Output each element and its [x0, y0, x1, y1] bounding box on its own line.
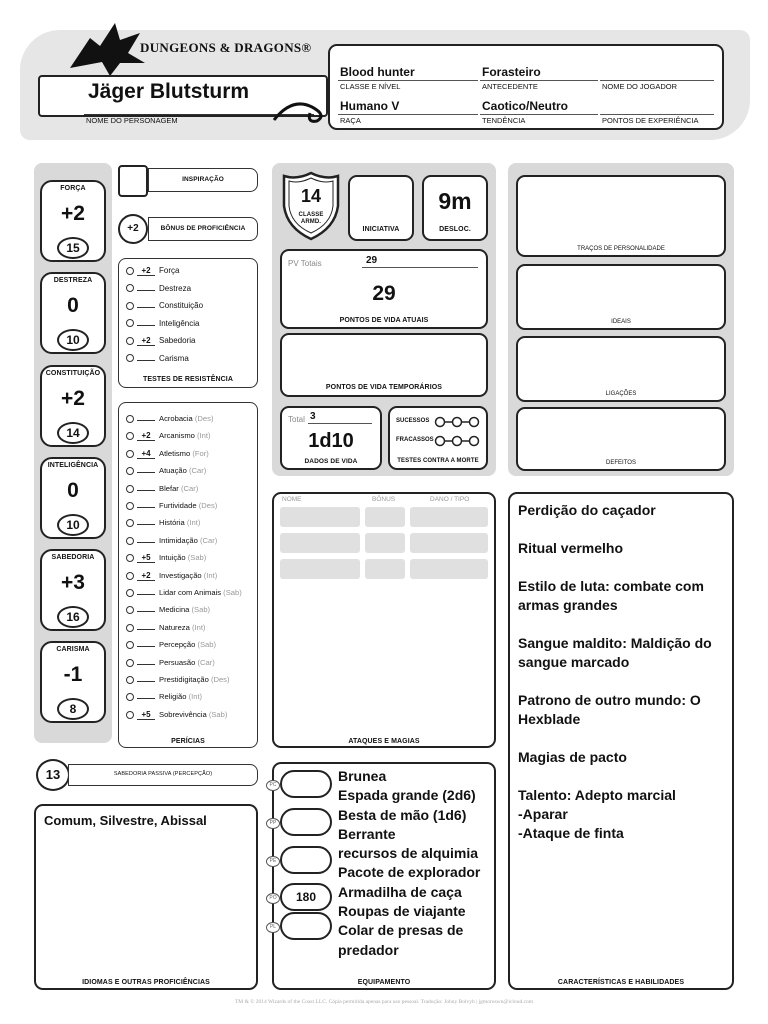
feature-item: Patrono de outro mundo: O Hexblade: [518, 692, 701, 727]
saving-throw-row[interactable]: [126, 319, 199, 328]
background-underline: [480, 80, 598, 81]
skill-value[interactable]: +2: [137, 431, 155, 441]
proficiency-bubble-icon[interactable]: [126, 319, 134, 327]
features-list: [518, 501, 728, 862]
header: [0, 0, 768, 150]
character-name-label: NOME DO PERSONAGEM: [86, 116, 178, 125]
skill-name: Percepção: [159, 640, 196, 650]
saving-throw-name: Destreza: [159, 283, 192, 293]
saving-throws-label: TESTES DE RESISTÊNCIA: [142, 376, 233, 383]
skill-attribute: (Sab): [197, 640, 217, 650]
saving-throw-row[interactable]: [126, 354, 189, 363]
hit-dice-total-value: 3: [310, 411, 316, 422]
personality-box-1[interactable]: [516, 175, 726, 257]
attack-2-damage[interactable]: [410, 533, 488, 553]
passive-wisdom-label: SABEDORIA PASSIVA (PERCEPÇÃO): [113, 771, 213, 777]
attacks-col-damage: DANO / TIPO: [430, 496, 470, 503]
hp-current-value: 29: [372, 282, 396, 305]
coin-value[interactable]: 180: [280, 883, 332, 911]
death-fail-icon: [434, 435, 480, 447]
skill-value[interactable]: [137, 646, 155, 647]
skill-name: Atletismo: [159, 448, 191, 458]
skill-attribute: (Car): [199, 535, 218, 545]
hp-max-label: PV Totais: [288, 259, 322, 268]
proficiency-bubble-icon[interactable]: [126, 624, 134, 632]
saving-throw-name: Sabedoria: [159, 336, 196, 345]
feature-item: Sangue maldito: Maldição do sangue marcado: [518, 635, 712, 670]
skill-value[interactable]: [137, 542, 155, 543]
hp-max-underline: [362, 267, 478, 268]
skill-name: História: [159, 518, 185, 528]
skill-row[interactable]: [126, 710, 227, 720]
proficiency-bubble-icon[interactable]: [126, 676, 134, 684]
saving-throws-list: [126, 266, 254, 366]
skill-value[interactable]: [137, 594, 155, 595]
attacks-box: [272, 492, 496, 748]
ability-modifier[interactable]: +3: [61, 571, 85, 594]
coin-label: PE: [266, 856, 280, 867]
proficiency-bubble-icon[interactable]: [126, 711, 134, 719]
saving-throw-value[interactable]: [137, 360, 155, 361]
skill-row[interactable]: [126, 449, 209, 459]
initiative-label: INICIATIVA: [362, 226, 400, 233]
class-level-underline: [338, 80, 478, 81]
ability-modifier[interactable]: 0: [67, 294, 79, 317]
skill-name: Blefar: [159, 483, 179, 493]
alignment-label: TENDÊNCIA: [482, 116, 526, 125]
equipment-label: EQUIPAMENTO: [357, 979, 411, 986]
skill-name: Lidar com Animais: [159, 588, 222, 597]
inspiration-box[interactable]: [118, 165, 148, 197]
skill-value[interactable]: [137, 629, 155, 630]
skill-attribute: (Car): [180, 483, 199, 493]
attacks-col-name: NOME: [282, 496, 302, 503]
attack-3-name[interactable]: [280, 559, 360, 579]
skill-attribute: (Sab): [191, 605, 211, 615]
coin-label: PC: [266, 780, 280, 791]
passive-wisdom-value[interactable]: 13: [36, 759, 70, 791]
ability-name: FORÇA: [60, 185, 86, 192]
skill-name: Arcanismo: [159, 431, 195, 441]
skill-name: Medicina: [159, 605, 190, 615]
logo-text: DUNGEONS & DRAGONS®: [140, 40, 312, 55]
proficiency-bubble-icon[interactable]: [126, 519, 134, 527]
proficiency-bubble-icon[interactable]: [126, 450, 134, 458]
saving-throw-value[interactable]: [137, 307, 155, 308]
skill-attribute: (Int): [197, 431, 211, 441]
skill-row[interactable]: [126, 605, 210, 614]
languages-text: Comum, Silvestre, Abissal: [44, 813, 207, 828]
ability-score[interactable]: 16: [57, 606, 89, 628]
skill-name: Sobrevivência: [159, 709, 207, 719]
race-label: RAÇA: [340, 116, 361, 125]
ability-modifier[interactable]: +2: [61, 202, 85, 225]
proficiency-bubble-icon[interactable]: [126, 606, 134, 614]
temp-hp-label: PONTOS DE VIDA TEMPORÁRIOS: [325, 384, 443, 391]
feature-item: Estilo de luta: combate com armas grandes: [518, 578, 704, 613]
feature-item: Perdição do caçador: [518, 502, 656, 518]
skill-name: Natureza: [159, 622, 190, 632]
saving-throw-row[interactable]: [126, 301, 203, 310]
skill-value[interactable]: [137, 681, 155, 682]
saving-throw-value[interactable]: +2: [137, 266, 155, 276]
skill-name: Investigação: [159, 570, 202, 580]
coin-label: PL: [266, 922, 280, 933]
attack-1-damage[interactable]: [410, 507, 488, 527]
ability-name: SABEDORIA: [51, 554, 95, 561]
speed-value: 9m: [438, 188, 472, 214]
skill-row[interactable]: [126, 466, 206, 475]
skills-label: PERÍCIAS: [171, 738, 205, 745]
ability-score[interactable]: 14: [57, 422, 89, 444]
ability-name: CARISMA: [56, 646, 90, 653]
proficiency-bubble-icon[interactable]: [126, 554, 134, 562]
equipment-item: Espada grande (2d6): [338, 787, 476, 804]
hp-current-label: PONTOS DE VIDA ATUAIS: [339, 317, 429, 324]
skill-name: Prestidigitação: [159, 675, 209, 684]
personality-label: TRAÇOS DE PERSONALIDADE: [577, 246, 665, 252]
death-success-bubbles[interactable]: [434, 415, 480, 433]
player-name-underline: [600, 80, 714, 81]
equipment-item: Roupas de viajante: [338, 903, 466, 920]
dragon-logo-icon: [60, 18, 150, 78]
inspiration-label: INSPIRAÇÃO: [182, 176, 224, 183]
class-level[interactable]: Blood hunter: [340, 65, 415, 79]
ability-modifier[interactable]: -1: [63, 663, 83, 686]
xp-underline: [600, 114, 714, 115]
skill-row[interactable]: [126, 414, 213, 423]
skill-row[interactable]: [126, 553, 206, 563]
death-fail-bubbles[interactable]: [434, 434, 480, 452]
skill-attribute: (For): [192, 448, 209, 458]
proficiency-bubble-icon[interactable]: [126, 537, 134, 545]
skill-row[interactable]: [126, 623, 205, 632]
saving-throw-name: Força: [159, 266, 180, 275]
skill-row[interactable]: [126, 588, 242, 597]
attack-1-name[interactable]: [280, 507, 360, 527]
skill-row[interactable]: [126, 692, 202, 701]
attack-3-damage[interactable]: [410, 559, 488, 579]
proficiency-bubble-icon[interactable]: [126, 641, 134, 649]
skill-attribute: (Sab): [208, 709, 228, 719]
skill-name: Intimidação: [159, 535, 198, 545]
ability-name: DESTREZA: [53, 277, 93, 284]
saving-throw-row[interactable]: [126, 336, 195, 346]
saving-throw-name: Inteligência: [159, 318, 200, 328]
background-label: ANTECEDENTE: [482, 82, 538, 91]
languages-box[interactable]: [34, 804, 258, 990]
skill-name: Intuição: [159, 553, 186, 563]
xp-label: PONTOS DE EXPERIÊNCIA: [602, 116, 699, 125]
features-label: CARACTERÍSTICAS E HABILIDADES: [557, 979, 685, 986]
background[interactable]: Forasteiro: [482, 65, 541, 79]
proficiency-bubble-icon[interactable]: [126, 572, 134, 580]
coin-value[interactable]: [280, 846, 332, 874]
equipment-item: Colar de presas de predador: [338, 922, 464, 958]
speed-label: DESLOC.: [439, 226, 471, 233]
hit-dice-total-label: Total: [288, 415, 305, 424]
skill-value[interactable]: +5: [137, 710, 155, 720]
proficiency-bubble-icon[interactable]: [126, 337, 134, 345]
skill-attribute: (Int): [191, 622, 206, 632]
skill-attribute: (Des): [198, 501, 218, 510]
skill-row[interactable]: [126, 536, 217, 545]
hp-max-value[interactable]: 29: [366, 255, 378, 266]
skill-attribute: (Car): [197, 657, 215, 667]
coin-value[interactable]: [280, 808, 332, 836]
ability-score[interactable]: 8: [57, 698, 89, 720]
equipment-item: recursos de alquimia: [338, 845, 479, 862]
death-success-icon: [434, 416, 480, 428]
equipment-item: Besta de mão (1d6): [338, 806, 467, 823]
skill-name: Acrobacia: [159, 414, 193, 423]
feature-item: Magias de pacto: [518, 749, 627, 765]
attacks-label: ATAQUES E MAGIAS: [348, 738, 420, 745]
saving-throw-row[interactable]: [126, 284, 191, 293]
personality-label: IDEAIS: [611, 319, 631, 325]
race-underline: [338, 114, 478, 115]
skill-row[interactable]: [126, 640, 216, 649]
proficiency-bubble-icon[interactable]: [126, 659, 134, 667]
skill-row[interactable]: [126, 571, 217, 581]
death-success-label: SUCESSOS: [396, 418, 430, 424]
skill-attribute: (Car): [189, 466, 207, 476]
skill-value[interactable]: [137, 420, 155, 421]
personality-label: DEFEITOS: [606, 460, 636, 466]
proficiency-circle[interactable]: +2: [118, 214, 148, 244]
skill-attribute: (Int): [186, 518, 201, 528]
saving-throw-name: Constituição: [159, 301, 204, 310]
race[interactable]: Humano V: [340, 99, 400, 113]
saving-throw-value[interactable]: +2: [137, 336, 155, 346]
skill-row[interactable]: [126, 518, 200, 527]
skill-value[interactable]: [137, 472, 155, 473]
armor-class-value[interactable]: 14: [300, 186, 322, 206]
skill-row[interactable]: [126, 431, 211, 441]
proficiency-bubble-icon[interactable]: [126, 284, 134, 292]
death-fail-label: FRACASSOS: [396, 437, 434, 443]
attack-2-bonus[interactable]: [365, 533, 405, 553]
skill-value[interactable]: [137, 524, 155, 525]
skill-row[interactable]: [126, 675, 230, 684]
saving-throw-value[interactable]: [137, 325, 155, 326]
hit-dice-value: 1d10: [308, 430, 354, 452]
proficiency-bubble-icon[interactable]: [126, 693, 134, 701]
class-level-label: CLASSE E NÍVEL: [340, 82, 401, 91]
ability-modifier[interactable]: +2: [61, 387, 85, 410]
skill-value[interactable]: [137, 490, 155, 491]
hit-dice-underline: [308, 423, 372, 424]
saving-throw-value[interactable]: [137, 290, 155, 291]
proficiency-bubble-icon[interactable]: [126, 354, 134, 362]
hit-dice-label: DADOS DE VIDA: [304, 458, 358, 465]
skill-row[interactable]: [126, 658, 215, 667]
proficiency-bubble-icon[interactable]: [126, 467, 134, 475]
coin-label: PO: [266, 893, 280, 904]
skill-attribute: (Des): [210, 675, 230, 684]
skill-name: Atuação: [159, 466, 187, 476]
proficiency-bubble-icon[interactable]: [126, 485, 134, 493]
ability-score[interactable]: 10: [57, 329, 89, 351]
skill-value[interactable]: +4: [137, 449, 155, 459]
equipment-item: Brunea: [338, 768, 387, 784]
coin-value[interactable]: [280, 912, 332, 940]
skill-row[interactable]: [126, 484, 198, 493]
skill-value[interactable]: [137, 611, 155, 612]
attacks-col-bonus: BÔNUS: [372, 496, 396, 503]
skill-value[interactable]: +5: [137, 553, 155, 563]
ability-score[interactable]: 10: [57, 514, 89, 536]
swirl-ornament-icon: [272, 95, 332, 125]
skill-name: Religião: [159, 692, 187, 702]
skill-value[interactable]: [137, 664, 155, 665]
proficiency-bubble-icon[interactable]: [126, 589, 134, 597]
feature-item: Ritual vermelho: [518, 540, 624, 556]
proficiency-bubble-icon[interactable]: [126, 415, 134, 423]
equipment-item: Armadilha de caça: [338, 883, 462, 900]
alignment[interactable]: Caotico/Neutro: [482, 99, 569, 113]
alignment-underline: [480, 114, 598, 115]
attack-2-name[interactable]: [280, 533, 360, 553]
proficiency-bubble-icon[interactable]: [126, 267, 134, 275]
skill-attribute: (Int): [203, 570, 218, 580]
player-name-label: NOME DO JOGADOR: [602, 82, 678, 91]
death-saves-label: TESTES CONTRA A MORTE: [397, 458, 479, 464]
armor-class-label: CLASSE ARMD.: [298, 212, 324, 225]
ability-score[interactable]: 15: [57, 237, 89, 259]
saving-throw-name: Carisma: [159, 353, 189, 363]
equipment-list: [338, 767, 494, 960]
skill-attribute: (Sab): [187, 553, 207, 563]
saving-throw-row[interactable]: [126, 266, 179, 276]
attack-3-bonus[interactable]: [365, 559, 405, 579]
personality-label: LIGAÇÕES: [605, 391, 637, 397]
proficiency-bubble-icon[interactable]: [126, 302, 134, 310]
skill-attribute: (Sab): [223, 588, 242, 597]
skill-attribute: (Int): [188, 692, 203, 702]
skills-list: [126, 414, 254, 724]
feature-item: Talento: Adepto marcial -Aparar -Ataque de finta: [518, 787, 676, 841]
attack-1-bonus[interactable]: [365, 507, 405, 527]
proficiency-label: BÔNUS DE PROFICIÊNCIA: [160, 225, 246, 232]
proficiency-bubble-icon[interactable]: [126, 502, 134, 510]
ability-modifier[interactable]: 0: [67, 479, 79, 502]
ability-name: INTELIGÊNCIA: [47, 462, 99, 469]
skill-value[interactable]: +2: [137, 571, 155, 581]
skill-name: Furtividade: [159, 501, 197, 510]
equipment-item: Berrante: [338, 825, 396, 842]
skill-name: Persuasão: [159, 657, 196, 667]
languages-label: IDIOMAS E OUTRAS PROFICIÊNCIAS: [82, 979, 210, 986]
skill-attribute: (Des): [194, 414, 214, 423]
skill-row[interactable]: [126, 501, 217, 510]
proficiency-bubble-icon[interactable]: [126, 432, 134, 440]
coin-label: PP: [266, 818, 280, 829]
coin-value[interactable]: [280, 770, 332, 798]
skill-value[interactable]: [137, 507, 155, 508]
ability-name: CONSTITUIÇÃO: [45, 370, 101, 377]
skill-value[interactable]: [137, 698, 155, 699]
character-name[interactable]: Jäger Blutsturm: [88, 80, 250, 103]
footer-copyright: TM & © 2014 Wizards of the Coast LLC. Cópia permitida apenas para uso pessoal. Tradução: Johny Bolvyb | jgmoroswn@icloud.com: [234, 999, 534, 1005]
equipment-item: Pacote de explorador: [338, 864, 481, 881]
